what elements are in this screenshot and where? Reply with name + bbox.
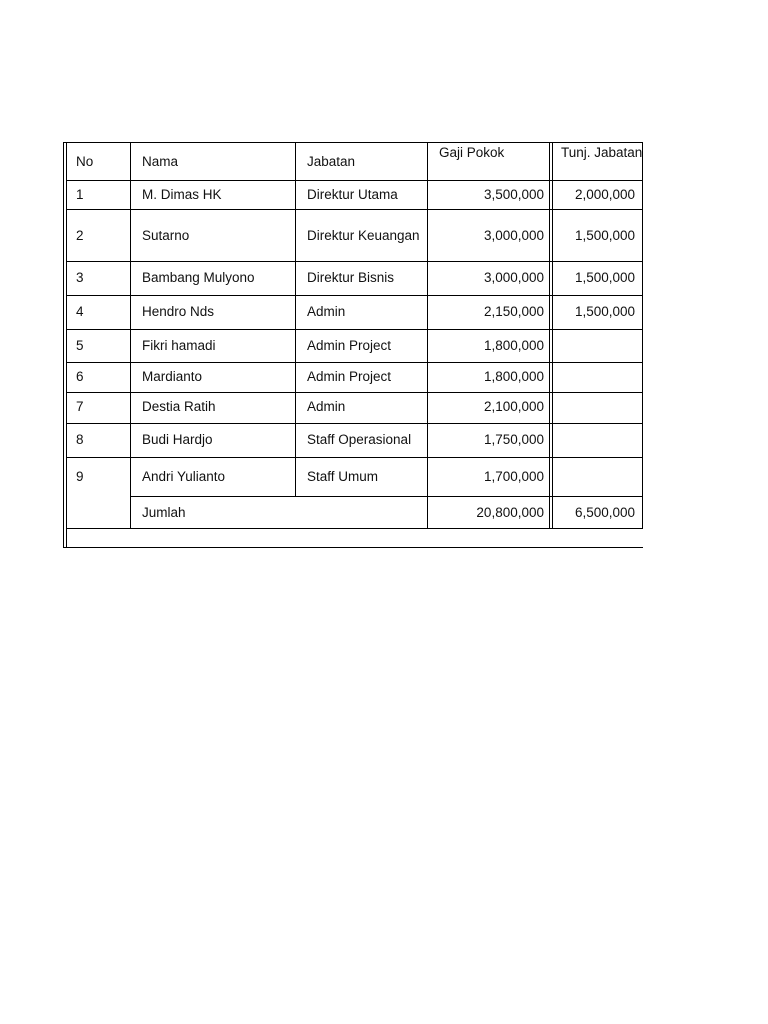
row-no: 5 <box>76 338 84 353</box>
row-jabatan: Admin <box>307 304 346 319</box>
row-no: 4 <box>76 304 84 319</box>
row-no: 8 <box>76 432 84 447</box>
row-gaji-pokok: 3,000,000 <box>483 228 544 243</box>
table-bottom-border <box>63 547 643 548</box>
row-nama: M. Dimas HK <box>142 187 222 202</box>
total-tunj-jabatan: 6,500,000 <box>574 505 635 520</box>
row-nama: Budi Hardjo <box>142 432 213 447</box>
row-jabatan: Admin <box>307 399 346 414</box>
row-gaji-pokok: 1,750,000 <box>483 432 544 447</box>
total-label: Jumlah <box>142 505 186 520</box>
row-divider <box>66 329 643 330</box>
row-jabatan: Staff Operasional <box>307 432 412 447</box>
row-tunj-jabatan: 1,500,000 <box>574 228 635 243</box>
row-nama: Hendro Nds <box>142 304 215 319</box>
row-gaji-pokok: 3,500,000 <box>483 187 544 202</box>
total-row-bottom <box>66 528 643 529</box>
row-no: 3 <box>76 270 84 285</box>
row-tunj-jabatan: 1,500,000 <box>574 304 635 319</box>
row-jabatan: Direktur Utama <box>307 187 398 202</box>
table-top-border <box>63 142 643 143</box>
row-gaji-pokok: 2,100,000 <box>483 399 544 414</box>
row-nama: Destia Ratih <box>142 399 216 414</box>
row-tunj-jabatan: 2,000,000 <box>574 187 635 202</box>
header-no: No <box>76 154 94 169</box>
row-nama: Bambang Mulyono <box>142 270 255 285</box>
row-gaji-pokok: 3,000,000 <box>483 270 544 285</box>
row-gaji-pokok: 1,800,000 <box>483 369 544 384</box>
row-no: 9 <box>76 469 84 484</box>
row-gaji-pokok: 2,150,000 <box>483 304 544 319</box>
row-divider <box>66 295 643 296</box>
header-tunj-jabatan: Tunj. Jabatan <box>561 145 643 160</box>
row-jabatan: Direktur Keuangan <box>307 228 420 243</box>
row-gaji-pokok: 1,800,000 <box>483 338 544 353</box>
row-nama: Mardianto <box>142 369 203 384</box>
column-divider-nama <box>295 142 296 497</box>
row-divider <box>66 457 643 458</box>
row-jabatan: Admin Project <box>307 369 392 384</box>
row-tunj-jabatan: 1,500,000 <box>574 270 635 285</box>
row-divider <box>66 362 643 363</box>
total-gaji-pokok: 20,800,000 <box>476 505 544 520</box>
row-divider <box>66 423 643 424</box>
header-jabatan: Jabatan <box>307 154 356 169</box>
row-divider <box>66 261 643 262</box>
row-no: 7 <box>76 399 84 414</box>
header-nama: Nama <box>142 154 179 169</box>
row-divider <box>66 392 643 393</box>
row-no: 1 <box>76 187 84 202</box>
row-nama: Sutarno <box>142 228 190 243</box>
row-jabatan: Admin Project <box>307 338 392 353</box>
row-nama: Andri Yulianto <box>142 469 226 484</box>
row-gaji-pokok: 1,700,000 <box>483 469 544 484</box>
row-no: 6 <box>76 369 84 384</box>
row-divider <box>66 180 643 181</box>
row-divider <box>130 496 643 497</box>
row-jabatan: Staff Umum <box>307 469 379 484</box>
row-no: 2 <box>76 228 84 243</box>
table-right-border <box>642 142 643 529</box>
row-nama: Fikri hamadi <box>142 338 216 353</box>
table-left-border-inner <box>66 142 67 548</box>
header-gaji-pokok: Gaji Pokok <box>439 145 505 160</box>
table-left-border-outer <box>63 142 64 548</box>
row-divider <box>66 209 643 210</box>
column-divider-no <box>130 142 131 529</box>
row-jabatan: Direktur Bisnis <box>307 270 395 285</box>
